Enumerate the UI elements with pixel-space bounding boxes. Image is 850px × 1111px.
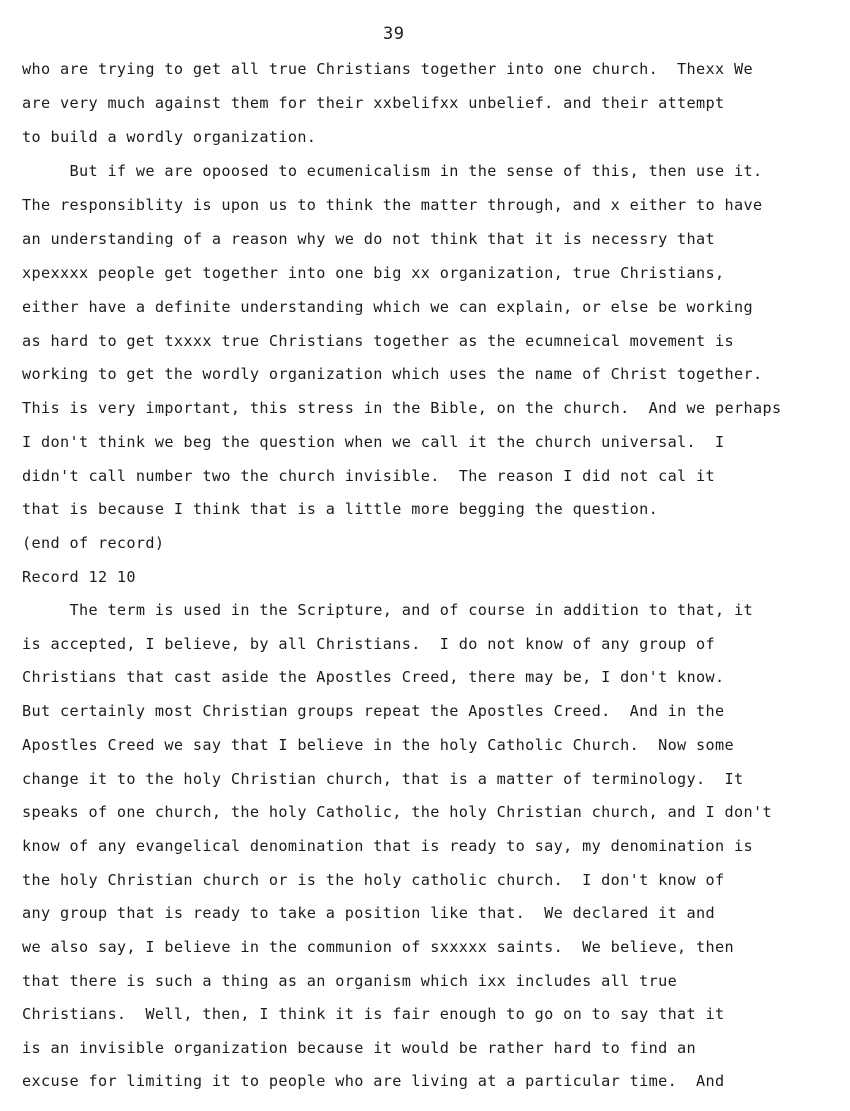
text-line: didn't call number two the church invisible. The reason I did not cal it — [22, 467, 716, 485]
page-number: 39 — [383, 24, 405, 44]
text-line: xpexxxx people get together into one big xx organization, true Christians, — [22, 264, 725, 282]
text-line: are very much against them for their xxbelifxx unbelief. and their attempt — [22, 94, 725, 112]
text-line: the holy Christian church or is the holy catholic church. I don't know of — [22, 871, 725, 889]
text-line: that is because I think that is a little more begging the question. — [22, 500, 659, 518]
text-line: that there is such a thing as an organism which ixx includes all true — [22, 972, 678, 990]
text-line: The responsiblity is upon us to think the matter through, and x either to have — [22, 196, 763, 214]
text-line: working to get the wordly organization which uses the name of Christ together. — [22, 365, 763, 383]
text-line: (end of record) — [22, 534, 165, 552]
text-line: is accepted, I believe, by all Christians. I do not know of any group of — [22, 635, 716, 653]
text-line: But if we are opoosed to ecumenicalism in the sense of this, then use it. — [22, 162, 763, 180]
text-line: speaks of one church, the holy Catholic, the holy Christian church, and I don't — [22, 803, 772, 821]
text-line: is an invisible organization because it would be rather hard to find an — [22, 1039, 697, 1057]
text-line: to build a wordly organization. — [22, 128, 317, 146]
text-line: Apostles Creed we say that I believe in the holy Catholic Church. Now some — [22, 736, 735, 754]
text-line: excuse for limiting it to people who are living at a particular time. And — [22, 1072, 725, 1090]
text-line: change it to the holy Christian church, that is a matter of terminology. It — [22, 770, 744, 788]
text-line: This is very important, this stress in the Bible, on the church. And we perhaps — [22, 399, 782, 417]
text-line: The term is used in the Scripture, and of course in addition to that, it — [22, 601, 754, 619]
text-line: But certainly most Christian groups repeat the Apostles Creed. And in the — [22, 702, 725, 720]
text-line: Record 12 10 — [22, 568, 136, 586]
text-line: either have a definite understanding which we can explain, or else be working — [22, 298, 754, 316]
text-line: I don't think we beg the question when we call it the church universal. I — [22, 433, 725, 451]
text-line: an understanding of a reason why we do not think that it is necessry that — [22, 230, 716, 248]
text-line: Christians that cast aside the Apostles Creed, there may be, I don't know. — [22, 668, 725, 686]
text-line: know of any evangelical denomination that is ready to say, my denomination is — [22, 837, 754, 855]
text-line: any group that is ready to take a position like that. We declared it and — [22, 904, 716, 922]
text-line: as hard to get txxxx true Christians together as the ecumneical movement is — [22, 332, 735, 350]
text-line: we also say, I believe in the communion of sxxxxx saints. We believe, then — [22, 938, 735, 956]
text-line: who are trying to get all true Christians together into one church. Thexx We — [22, 60, 754, 78]
text-line: Christians. Well, then, I think it is fair enough to go on to say that it — [22, 1005, 725, 1023]
